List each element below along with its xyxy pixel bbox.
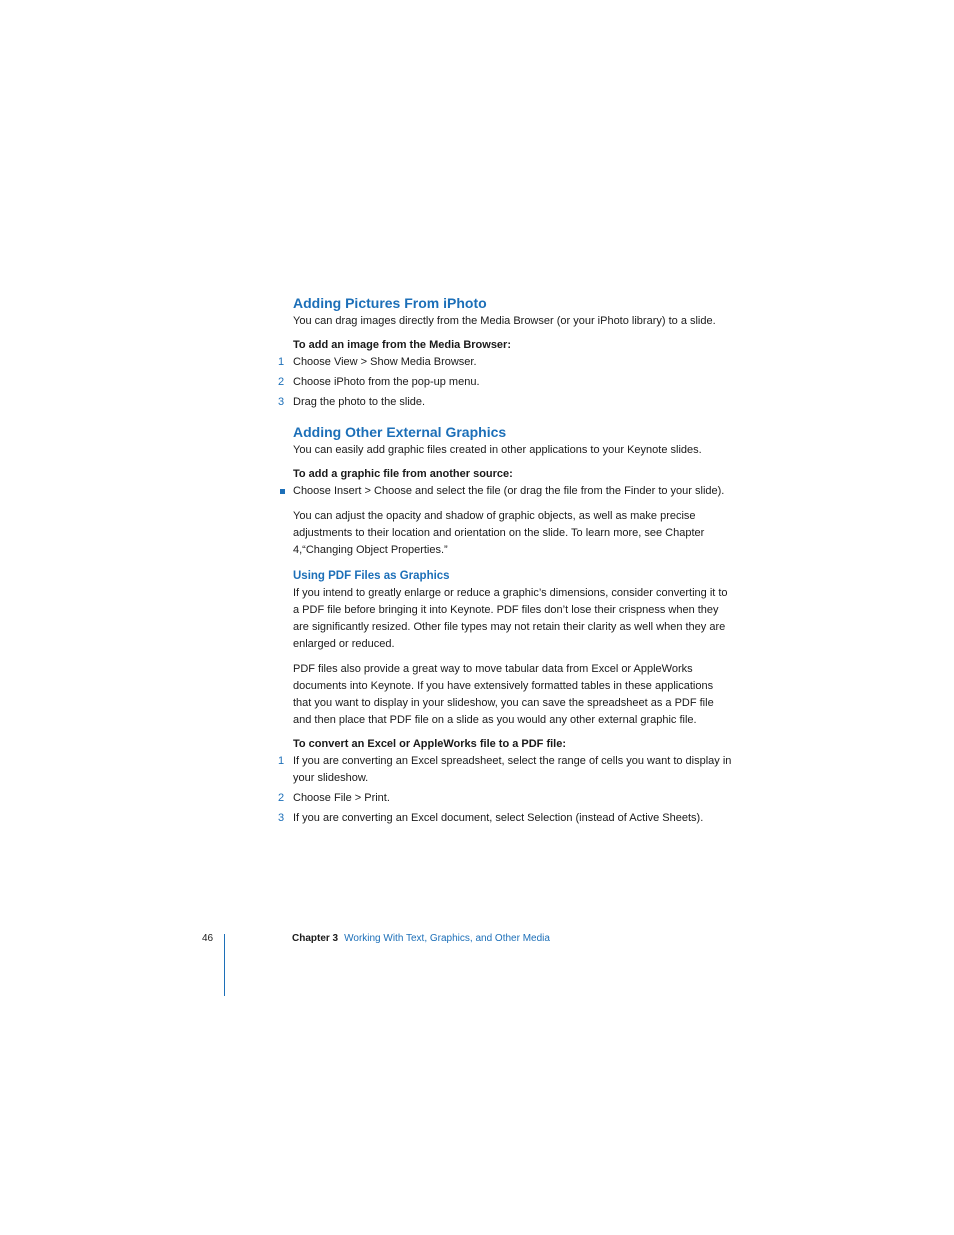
task-heading-convert-pdf: To convert an Excel or AppleWorks file to a PDF file: <box>293 738 567 750</box>
square-bullet-icon <box>280 489 285 494</box>
section-intro-external-graphics: You can easily add graphic files created in other applications to your Keynote slides. <box>293 444 702 456</box>
footer-chapter <box>292 933 550 944</box>
step-number: 1 <box>278 755 285 767</box>
list-item: 3 Drag the photo to the slide. <box>293 394 733 411</box>
task-heading-graphic-file: To add a graphic file from another source: <box>293 468 513 480</box>
list-item: 2 Choose iPhoto from the pop-up menu. <box>293 374 733 391</box>
steps-list-convert-pdf <box>278 753 733 827</box>
list-item: 2 Choose File > Print. <box>293 790 733 807</box>
step-number: 2 <box>278 792 285 804</box>
steps-list-media-browser <box>278 354 733 411</box>
subsection-heading-pdf: Using PDF Files as Graphics <box>293 570 450 582</box>
step-number: 3 <box>278 812 285 824</box>
list-item: 1 Choose View > Show Media Browser. <box>293 354 733 371</box>
bullet-list-graphic-file <box>293 483 733 500</box>
task-heading-media-browser: To add an image from the Media Browser: <box>293 339 511 351</box>
step-number: 2 <box>278 376 285 388</box>
page-content <box>278 293 733 830</box>
footer-divider <box>224 934 225 996</box>
section-heading-iphoto: Adding Pictures From iPhoto <box>293 295 487 311</box>
section-intro-iphoto: You can drag images directly from the Media Browser (or your iPhoto library) to a slide. <box>293 315 716 327</box>
paragraph-object-properties: You can adjust the opacity and shadow of graphic objects, as well as make precise adjustments to their location and orientation on the slide. To learn more, see Chapter 4,“Changing Object Properties.” <box>293 510 705 556</box>
chapter-label: Chapter 3 <box>292 933 339 944</box>
paragraph-pdf-tabular: PDF files also provide a great way to move tabular data from Excel or AppleWorks documents into Keynote. If you have extensively formatted tables in these applications that you want to display in your slideshow, you can save the spreadsheet as a PDF file and then place that PDF file on a slide as you would any other external graphic file. <box>293 663 714 726</box>
list-item: 3 If you are converting an Excel document, select Selection (instead of Active Sheets). <box>293 810 733 827</box>
paragraph-pdf-crispness: If you intend to greatly enlarge or reduce a graphic’s dimensions, consider converting it to a PDF file before bringing it into Keynote. PDF files don’t lose their crispness when they are significantly resized. Other file types may not retain their clarity as well when they are enlarged or reduced. <box>293 587 728 650</box>
section-heading-external-graphics: Adding Other External Graphics <box>293 424 507 440</box>
page-number: 46 <box>202 933 214 944</box>
list-item: 1 If you are converting an Excel spreadsheet, select the range of cells you want to display in your slideshow. <box>278 755 732 784</box>
list-item: Choose Insert > Choose and select the file (or drag the file from the Finder to your slide). <box>293 483 733 500</box>
step-number: 3 <box>278 396 285 408</box>
chapter-title: Working With Text, Graphics, and Other Media <box>344 933 550 944</box>
step-number: 1 <box>278 356 285 368</box>
